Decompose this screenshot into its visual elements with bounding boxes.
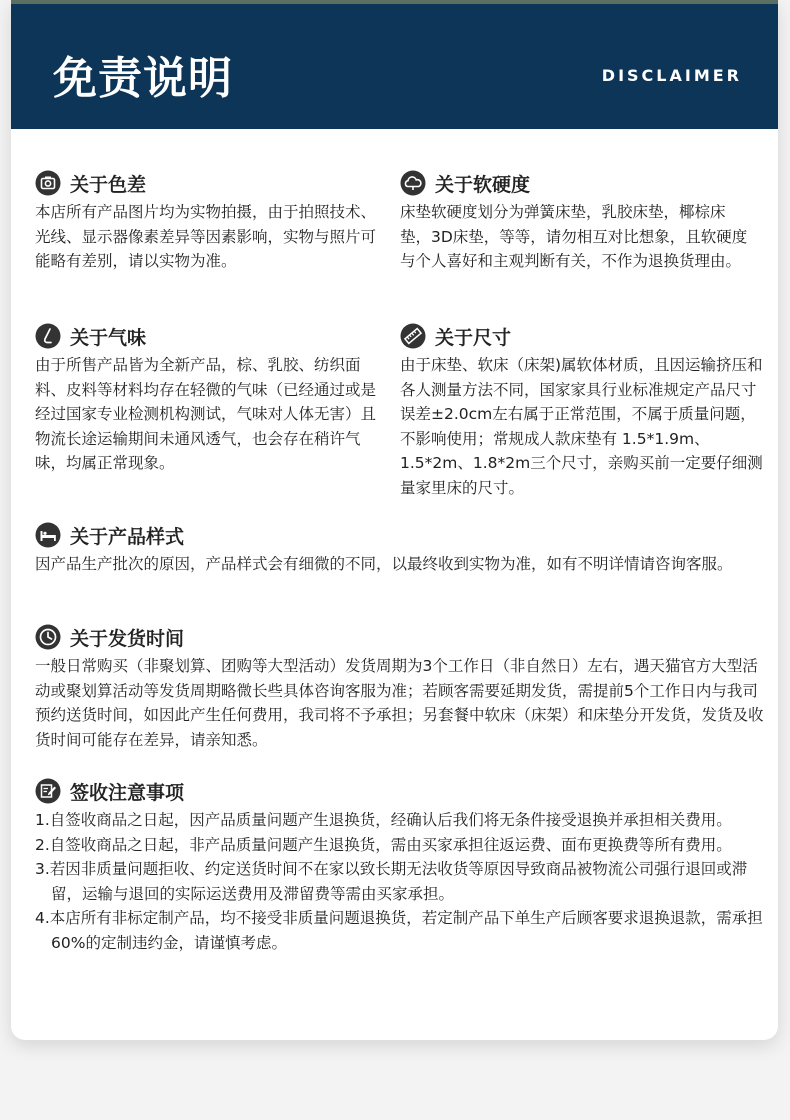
- list-item: 4.本店所有非标定制产品，均不接受非质量问题退换货，若定制产品下单生产后顾客要求退换退款，需承担60%的定制违约金，请谨慎考虑。: [35, 909, 763, 952]
- list-item: 2.自签收商品之日起，非产品质量问题产生退换货，需由买家承担往返运费、面布更换费等所有费用。: [35, 835, 732, 854]
- section-size-body: 由于床垫、软床（床架)属软体材质，且因运输挤压和各人测量方法不同，国家家具行业标准规定产品尺寸误差±2.0cm左右属于正常范围，不属于质量问题，不影响使用；常规成人款床垫有 1.5*1.9m、1.5*2m、1.8*2m三个尺寸，亲购买前一定要仔细测量家里床的尺寸。: [400, 356, 763, 497]
- section-style: [35, 520, 760, 577]
- section-odor-title: 关于气味: [70, 326, 147, 349]
- disclaimer-card: [11, 0, 778, 1040]
- section-shipping-title: 关于发货时间: [70, 627, 185, 650]
- edit-icon: [35, 778, 61, 804]
- section-color-title: 关于色差: [70, 173, 147, 196]
- bed-icon: [35, 522, 61, 548]
- section-size-title: 关于尺寸: [435, 326, 512, 349]
- section-color: [35, 168, 385, 274]
- section-shipping-body: 一般日常购买（非聚划算、团购等大型活动）发货周期为3个工作日（非自然日）左右，遇天猫官方大型活动或聚划算活动等发货周期略微长些具体咨询客服为准；若顾客需要延期发货，需提前5个工作日内与我司预约送货时间，如因此产生任何费用，我司将不予承担；另套餐中软床（床架）和床垫分开发货，发货及收货时间可能存在差异，请亲知悉。: [35, 657, 764, 749]
- page-title: 免责说明: [53, 53, 233, 104]
- list-item: 1.自签收商品之日起，因产品质量问题产生退换货，经确认后我们将无条件接受退换并承担相关费用。: [35, 811, 732, 829]
- clock-icon: [35, 624, 61, 650]
- smell-icon: [35, 323, 61, 349]
- section-firmness-body: 床垫软硬度划分为弹簧床垫，乳胶床垫，椰棕床垫，3D床垫，等等，请勿相互对比想象，且软硬度与个人喜好和主观判断有关，不作为退换货理由。: [400, 203, 748, 270]
- section-size: [400, 321, 768, 500]
- ruler-icon: [400, 323, 426, 349]
- section-style-title: 关于产品样式: [70, 525, 185, 548]
- receipt-list: [35, 808, 765, 955]
- camera-icon: [35, 170, 61, 196]
- section-shipping: [35, 622, 765, 752]
- section-receipt-title: 签收注意事项: [70, 781, 185, 804]
- section-receipt: [35, 776, 765, 955]
- section-color-body: 本店所有产品图片均为实物拍摄，由于拍照技术、光线、显示器像素差异等因素影响，实物与照片可能略有差别，请以实物为准。: [35, 203, 377, 270]
- section-firmness-title: 关于软硬度: [435, 173, 531, 196]
- cloud-icon: [400, 170, 426, 196]
- header-banner: [11, 4, 778, 129]
- section-odor-body: 由于所售产品皆为全新产品，棕、乳胶、纺织面料、皮料等材料均存在轻微的气味（已经通过或是经过国家专业检测机构测试，气味对人体无害）且物流长途运输期间未通风透气，也会存在稍许气味，均属正常现象。: [35, 356, 377, 472]
- section-style-body: 因产品生产批次的原因，产品样式会有细微的不同，以最终收到实物为准，如有不明详情请咨询客服。: [35, 555, 733, 573]
- section-firmness: [400, 168, 756, 274]
- page-subtitle: DISCLAIMER: [601, 66, 742, 85]
- list-item: 3.若因非质量问题拒收、约定送货时间不在家以致长期无法收货等原因导致商品被物流公司强行退回或滞留，运输与退回的实际运送费用及滞留费等需由买家承担。: [35, 860, 748, 903]
- section-odor: [35, 321, 385, 476]
